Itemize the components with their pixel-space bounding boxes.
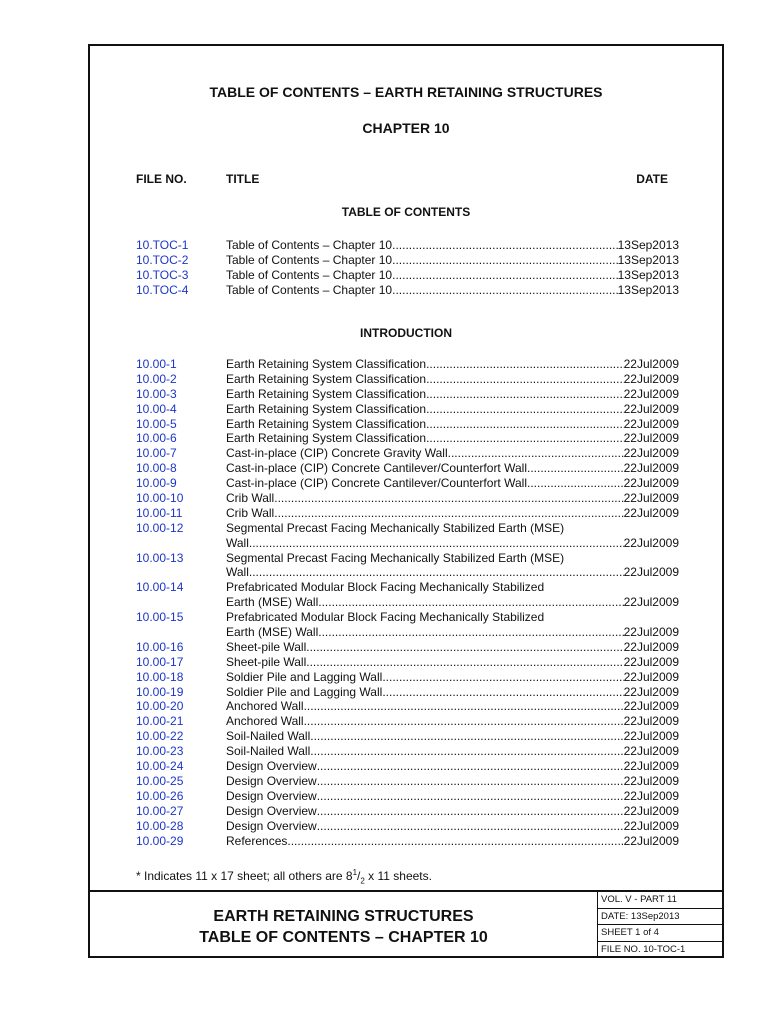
dot-leader bbox=[274, 491, 623, 506]
entry-file-number[interactable]: 10.00-17 bbox=[136, 654, 184, 669]
toc-entry-row bbox=[90, 610, 722, 640]
toc-entry-row bbox=[90, 268, 722, 283]
entry-date: 22Jul2009 bbox=[623, 714, 679, 729]
entry-file-number[interactable]: 10.00-29 bbox=[136, 833, 184, 848]
toc-entry-row bbox=[90, 580, 722, 610]
toc-entry-row bbox=[90, 402, 722, 417]
dot-leader bbox=[317, 759, 624, 774]
entry-file-number[interactable]: 10.00-8 bbox=[136, 461, 177, 476]
toc-entry-row bbox=[90, 521, 722, 551]
dot-leader bbox=[317, 804, 624, 819]
toc-entry-row bbox=[90, 253, 722, 268]
entry-date: 22Jul2009 bbox=[623, 357, 679, 371]
entry-file-number[interactable]: 10.00-11 bbox=[136, 505, 183, 520]
dot-leader bbox=[310, 744, 623, 759]
entry-title: Sheet-pile Wall bbox=[226, 654, 307, 669]
entry-date: 13Sep2013 bbox=[617, 267, 679, 282]
entry-file-number[interactable]: 10.00-14 bbox=[136, 580, 184, 595]
entry-title: References bbox=[226, 833, 288, 848]
toc-entry-list bbox=[90, 238, 722, 298]
toc-entry-row bbox=[90, 655, 722, 670]
toc-entry-row bbox=[90, 834, 722, 849]
footer-title-line2: TABLE OF CONTENTS – CHAPTER 10 bbox=[199, 929, 488, 946]
introduction-entry-list bbox=[90, 357, 722, 848]
entry-date: 22Jul2009 bbox=[623, 699, 679, 714]
entry-date: 22Jul2009 bbox=[623, 669, 679, 684]
entry-file-number[interactable]: 10.TOC-2 bbox=[136, 252, 189, 267]
toc-entry-row bbox=[90, 744, 722, 759]
entry-title: Design Overview bbox=[226, 788, 317, 803]
entry-date: 22Jul2009 bbox=[623, 773, 679, 788]
entry-title: Earth (MSE) Wall bbox=[226, 595, 319, 610]
footer-file-no: FILE NO. 10-TOC-1 bbox=[601, 943, 686, 955]
entry-file-number[interactable]: 10.00-9 bbox=[136, 476, 177, 491]
dot-leader bbox=[306, 655, 623, 670]
document-sheet bbox=[88, 44, 724, 958]
footnote-fraction-slash: / bbox=[357, 869, 361, 883]
entry-file-number[interactable]: 10.00-2 bbox=[136, 371, 177, 386]
dot-leader bbox=[318, 595, 623, 610]
dot-leader bbox=[304, 714, 624, 729]
entry-title: Earth (MSE) Wall bbox=[226, 625, 319, 640]
toc-entry-row bbox=[90, 729, 722, 744]
toc-entry-row bbox=[90, 431, 722, 446]
toc-entry-row bbox=[90, 506, 722, 521]
entry-date: 22Jul2009 bbox=[623, 565, 679, 580]
toc-entry-row bbox=[90, 685, 722, 700]
entry-file-number[interactable]: 10.00-26 bbox=[136, 788, 184, 803]
entry-title: Table of Contents – Chapter 10 bbox=[226, 267, 393, 282]
footer-date: DATE: 13Sep2013 bbox=[598, 909, 722, 926]
entry-file-number[interactable]: 10.00-28 bbox=[136, 818, 184, 833]
dot-leader bbox=[382, 685, 623, 700]
dot-leader bbox=[249, 536, 624, 551]
dot-leader bbox=[318, 625, 623, 640]
dot-leader bbox=[392, 283, 617, 298]
entry-title: Earth Retaining System Classification bbox=[226, 401, 427, 416]
entry-file-number[interactable]: 10.00-6 bbox=[136, 431, 177, 446]
column-header-file-no: FILE NO. bbox=[136, 172, 187, 186]
dot-leader bbox=[287, 834, 623, 849]
entry-date: 22Jul2009 bbox=[623, 401, 679, 416]
toc-entry-row bbox=[90, 759, 722, 774]
entry-title: Earth Retaining System Classification bbox=[226, 431, 427, 446]
entry-title: Earth Retaining System Classification bbox=[226, 416, 427, 431]
entry-title: Design Overview bbox=[226, 803, 317, 818]
entry-title: Earth Retaining System Classification bbox=[226, 386, 427, 401]
dot-leader bbox=[392, 253, 617, 268]
entry-file-number[interactable]: 10.00-16 bbox=[136, 639, 184, 654]
dot-leader bbox=[426, 372, 624, 387]
dot-leader bbox=[317, 774, 624, 789]
column-header-date: DATE bbox=[636, 172, 668, 186]
entry-date: 22Jul2009 bbox=[623, 431, 679, 446]
toc-entry-row bbox=[90, 551, 722, 581]
entry-title: Sheet-pile Wall bbox=[226, 639, 307, 654]
document-title: TABLE OF CONTENTS – EARTH RETAINING STRUCTURES bbox=[209, 84, 603, 100]
entry-file-number[interactable]: 10.00-20 bbox=[136, 699, 184, 714]
entry-date: 22Jul2009 bbox=[623, 639, 679, 654]
entry-file-number[interactable]: 10.00-5 bbox=[136, 416, 177, 431]
entry-date: 22Jul2009 bbox=[623, 386, 679, 401]
entry-title: Table of Contents – Chapter 10 bbox=[226, 238, 393, 252]
entry-file-number[interactable]: 10.TOC-4 bbox=[136, 282, 189, 297]
entry-file-number[interactable]: 10.00-19 bbox=[136, 684, 184, 699]
entry-date: 22Jul2009 bbox=[623, 729, 679, 744]
footnote-suffix: x 11 sheets. bbox=[364, 869, 432, 883]
toc-entry-row bbox=[90, 714, 722, 729]
dot-leader bbox=[310, 729, 623, 744]
entry-date: 22Jul2009 bbox=[623, 446, 679, 461]
entry-file-number[interactable]: 10.00-4 bbox=[136, 401, 177, 416]
entry-date: 13Sep2013 bbox=[617, 282, 679, 297]
entry-file-number[interactable]: 10.00-3 bbox=[136, 386, 177, 401]
entry-title: Segmental Precast Facing Mechanically Stabilized Earth (MSE) bbox=[226, 550, 565, 565]
entry-file-number[interactable]: 10.00-15 bbox=[136, 610, 184, 625]
entry-file-number[interactable]: 10.00-7 bbox=[136, 446, 177, 461]
dot-leader bbox=[317, 819, 624, 834]
dot-leader bbox=[304, 699, 624, 714]
dot-leader bbox=[527, 461, 624, 476]
entry-date: 22Jul2009 bbox=[623, 744, 679, 759]
dot-leader bbox=[426, 431, 624, 446]
title-block bbox=[90, 890, 722, 958]
entry-title: Crib Wall bbox=[226, 491, 275, 506]
entry-file-number[interactable]: 10.00-27 bbox=[136, 803, 184, 818]
entry-title: Segmental Precast Facing Mechanically Stabilized Earth (MSE) bbox=[226, 520, 565, 535]
toc-entry-row bbox=[90, 372, 722, 387]
toc-entry-row bbox=[90, 804, 722, 819]
toc-entry-row bbox=[90, 357, 722, 372]
entry-date: 22Jul2009 bbox=[623, 654, 679, 669]
entry-title: Anchored Wall bbox=[226, 714, 304, 729]
column-header-title: TITLE bbox=[226, 172, 260, 186]
entry-date: 22Jul2009 bbox=[623, 788, 679, 803]
dot-leader bbox=[392, 238, 617, 253]
entry-title: Soil-Nailed Wall bbox=[226, 729, 311, 744]
entry-date: 22Jul2009 bbox=[623, 759, 679, 774]
toc-entry-row bbox=[90, 789, 722, 804]
chapter-heading: CHAPTER 10 bbox=[362, 120, 450, 136]
footer-sheet: SHEET 1 of 4 bbox=[598, 925, 722, 942]
title-block-main bbox=[90, 892, 598, 958]
entry-date: 22Jul2009 bbox=[623, 476, 679, 491]
entry-date: 22Jul2009 bbox=[623, 833, 679, 848]
entry-date: 22Jul2009 bbox=[623, 595, 679, 610]
entry-date: 13Sep2013 bbox=[617, 252, 679, 267]
toc-entry-row bbox=[90, 461, 722, 476]
entry-title: Earth Retaining System Classification bbox=[226, 357, 427, 371]
entry-title: Anchored Wall bbox=[226, 699, 304, 714]
entry-title: Soil-Nailed Wall bbox=[226, 744, 311, 759]
dot-leader bbox=[317, 789, 624, 804]
entry-title: Design Overview bbox=[226, 773, 317, 788]
toc-entry-row bbox=[90, 446, 722, 461]
dot-leader bbox=[426, 417, 624, 432]
entry-date: 13Sep2013 bbox=[617, 238, 679, 252]
entry-file-number[interactable]: 10.00-13 bbox=[136, 550, 184, 565]
entry-title: Table of Contents – Chapter 10 bbox=[226, 282, 393, 297]
entry-date: 22Jul2009 bbox=[623, 684, 679, 699]
section-heading-introduction: INTRODUCTION bbox=[360, 326, 452, 340]
entry-file-number[interactable]: 10.00-12 bbox=[136, 520, 184, 535]
entry-title: Soldier Pile and Lagging Wall bbox=[226, 669, 383, 684]
dot-leader bbox=[448, 446, 624, 461]
footnote-fraction-denominator: 2 bbox=[360, 876, 365, 886]
footnote-prefix: * Indicates 11 x 17 sheet; all others are 8 bbox=[136, 869, 353, 883]
footer-volume: VOL. V - PART 11 bbox=[598, 892, 722, 909]
toc-entry-row bbox=[90, 670, 722, 685]
toc-entry-row bbox=[90, 387, 722, 402]
entry-title: Design Overview bbox=[226, 818, 317, 833]
toc-entry-row bbox=[90, 699, 722, 714]
title-block-meta bbox=[598, 892, 722, 958]
section-heading-toc: TABLE OF CONTENTS bbox=[341, 205, 471, 219]
entry-title: Cast-in-place (CIP) Concrete Cantilever/Counterfort Wall bbox=[226, 461, 527, 476]
entry-file-number[interactable]: 10.00-24 bbox=[136, 759, 184, 774]
entry-file-number[interactable]: 10.00-25 bbox=[136, 773, 184, 788]
entry-title: Wall bbox=[226, 535, 249, 550]
entry-date: 22Jul2009 bbox=[623, 461, 679, 476]
footer-title-line1: EARTH RETAINING STRUCTURES bbox=[213, 908, 474, 925]
dot-leader bbox=[392, 268, 617, 283]
entry-title: Prefabricated Modular Block Facing Mechanically Stabilized bbox=[226, 610, 545, 625]
entry-date: 22Jul2009 bbox=[623, 818, 679, 833]
entry-title: Design Overview bbox=[226, 759, 317, 774]
entry-date: 22Jul2009 bbox=[623, 416, 679, 431]
entry-file-number[interactable]: 10.00-22 bbox=[136, 729, 184, 744]
toc-entry-row bbox=[90, 476, 722, 491]
dot-leader bbox=[306, 640, 623, 655]
footnote-fraction-numerator: 1 bbox=[352, 868, 358, 877]
entry-date: 22Jul2009 bbox=[623, 803, 679, 818]
entry-title: Table of Contents – Chapter 10 bbox=[226, 252, 393, 267]
entry-title: Prefabricated Modular Block Facing Mechanically Stabilized bbox=[226, 580, 545, 595]
entry-file-number[interactable]: 10.00-23 bbox=[136, 744, 184, 759]
entry-title: Cast-in-place (CIP) Concrete Cantilever/Counterfort Wall bbox=[226, 476, 527, 491]
entry-title: Soldier Pile and Lagging Wall bbox=[226, 684, 383, 699]
dot-leader bbox=[527, 476, 624, 491]
toc-entry-row bbox=[90, 238, 722, 253]
toc-entry-row bbox=[90, 640, 722, 655]
dot-leader bbox=[274, 506, 623, 521]
entry-title: Wall bbox=[226, 565, 249, 580]
toc-entry-row bbox=[90, 491, 722, 506]
entry-date: 22Jul2009 bbox=[623, 505, 679, 520]
entry-date: 22Jul2009 bbox=[623, 625, 679, 640]
entry-file-number[interactable]: 10.00-18 bbox=[136, 669, 184, 684]
entry-date: 22Jul2009 bbox=[623, 535, 679, 550]
entry-file-number[interactable]: 10.TOC-1 bbox=[136, 238, 189, 252]
entry-date: 22Jul2009 bbox=[623, 371, 679, 386]
toc-entry-row bbox=[90, 819, 722, 834]
footnote bbox=[136, 868, 432, 885]
dot-leader bbox=[426, 357, 624, 372]
toc-entry-row bbox=[90, 283, 722, 298]
dot-leader bbox=[426, 387, 624, 402]
entry-file-number[interactable]: 10.00-1 bbox=[136, 357, 177, 371]
entry-title: Earth Retaining System Classification bbox=[226, 371, 427, 386]
dot-leader bbox=[249, 565, 624, 580]
toc-entry-row bbox=[90, 774, 722, 789]
toc-entry-row bbox=[90, 417, 722, 432]
dot-leader bbox=[382, 670, 623, 685]
entry-date: 22Jul2009 bbox=[623, 491, 679, 506]
entry-title: Cast-in-place (CIP) Concrete Gravity Wall bbox=[226, 446, 448, 461]
dot-leader bbox=[426, 402, 624, 417]
entry-title: Crib Wall bbox=[226, 505, 275, 520]
entry-file-number[interactable]: 10.00-21 bbox=[136, 714, 184, 729]
entry-file-number[interactable]: 10.00-10 bbox=[136, 491, 184, 506]
entry-file-number[interactable]: 10.TOC-3 bbox=[136, 267, 189, 282]
